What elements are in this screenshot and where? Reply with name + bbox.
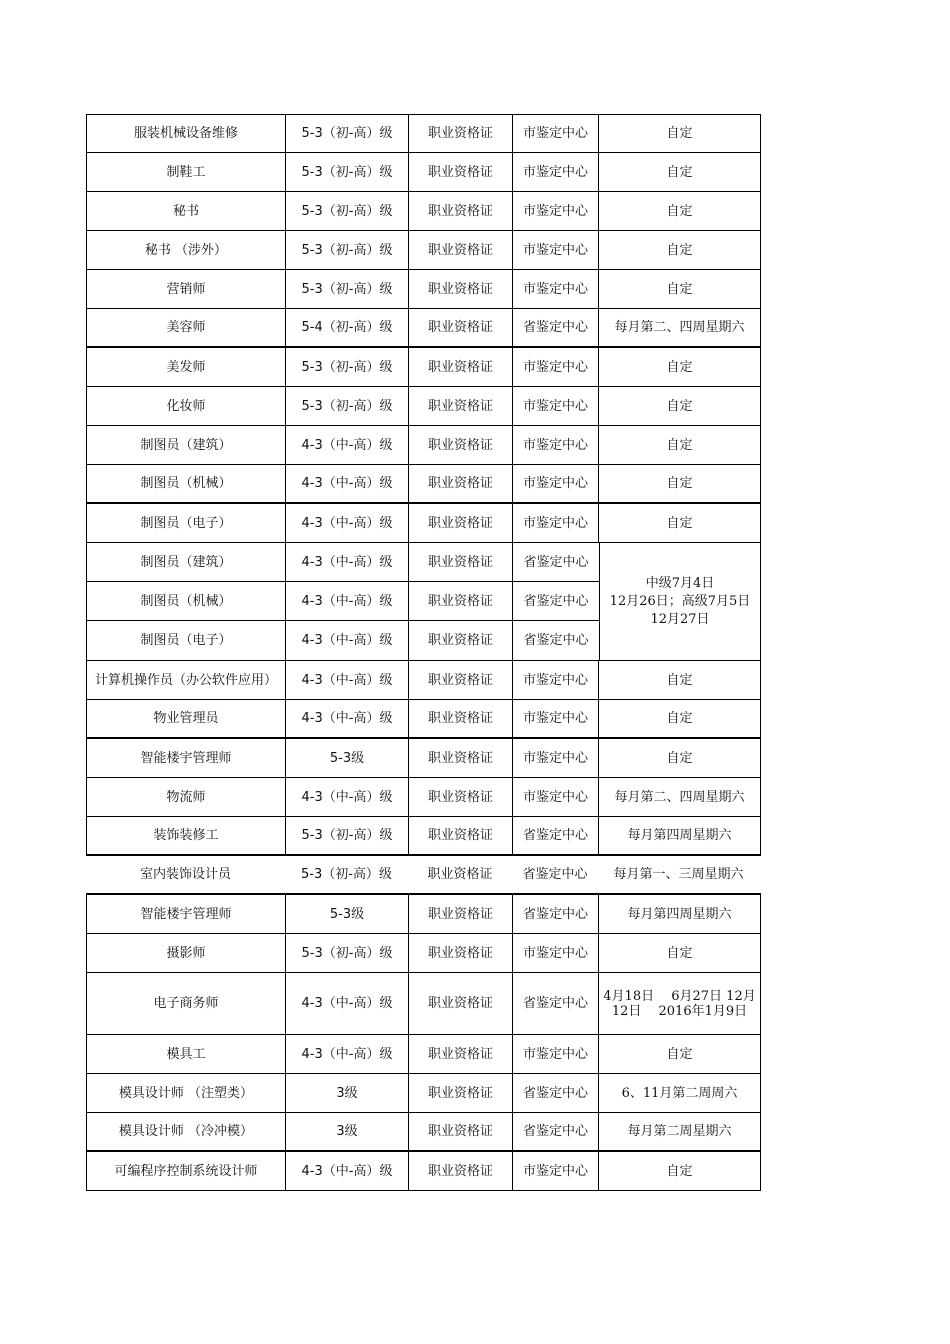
occupation-cell: 制图员（机械） — [87, 465, 286, 502]
level-cell: 5-3（初-高）级 — [286, 115, 409, 152]
table-row — [86, 1035, 761, 1074]
occupation-cell: 装饰装修工 — [87, 817, 286, 854]
cert-cell: 职业资格证 — [409, 231, 513, 269]
date-cell: 自定 — [666, 398, 693, 414]
center-cell: 市鉴定中心 — [513, 153, 599, 191]
occupation-cell: 制图员（电子） — [87, 504, 286, 542]
table-row — [86, 817, 761, 856]
level-cell: 4-3（中-高）级 — [286, 1152, 409, 1190]
table-row — [86, 1152, 761, 1191]
center-cell: 省鉴定中心 — [513, 1113, 599, 1150]
cert-cell: 职业资格证 — [427, 867, 493, 882]
table-row — [87, 621, 599, 660]
level-cell: 4-3（中-高）级 — [286, 504, 409, 542]
cert-cell: 职业资格证 — [409, 817, 513, 854]
table-row — [86, 270, 761, 309]
cert-cell: 职业资格证 — [409, 895, 513, 933]
table-row — [86, 114, 761, 153]
center-cell: 市鉴定中心 — [513, 426, 599, 464]
cert-cell: 职业资格证 — [409, 700, 513, 737]
level-cell: 4-3（中-高）级 — [286, 621, 409, 660]
level-cell: 3级 — [286, 1113, 409, 1150]
cert-cell: 职业资格证 — [409, 348, 513, 386]
level-cell: 4-3（中-高）级 — [286, 661, 409, 699]
date-cell: 自定 — [666, 515, 693, 531]
level-cell: 5-3（初-高）级 — [301, 867, 392, 882]
center-cell: 市鉴定中心 — [513, 504, 599, 542]
occupation-cell: 模具设计师 （注塑类） — [87, 1074, 286, 1112]
cert-cell: 职业资格证 — [409, 426, 513, 464]
date-cell: 自定 — [666, 1046, 693, 1062]
cert-cell: 职业资格证 — [409, 621, 513, 660]
center-cell: 省鉴定中心 — [523, 633, 589, 648]
cert-cell: 职业资格证 — [409, 739, 513, 777]
center-cell: 省鉴定中心 — [513, 1074, 599, 1112]
merged-date-line: 中级7月4日 — [645, 575, 715, 591]
center-cell: 市鉴定中心 — [513, 270, 599, 308]
cert-cell: 职业资格证 — [409, 1035, 513, 1073]
occupation-cell: 秘书 — [87, 192, 286, 230]
occupation-cell: 秘书 （涉外） — [87, 231, 286, 269]
level-cell: 5-4（初-高）级 — [286, 309, 409, 346]
table-row — [86, 504, 761, 543]
occupation-cell: 制图员（建筑） — [87, 543, 286, 581]
center-cell: 市鉴定中心 — [513, 739, 599, 777]
merged-date-cell — [599, 543, 760, 660]
cert-cell: 职业资格证 — [409, 115, 513, 152]
cert-cell: 职业资格证 — [409, 582, 513, 620]
occupation-cell: 智能楼宇管理师 — [87, 895, 286, 933]
occupation-cell: 摄影师 — [87, 934, 286, 972]
date-cell: 自定 — [666, 1163, 693, 1179]
table-row — [86, 700, 761, 739]
occupation-cell: 可编程序控制系统设计师 — [87, 1152, 286, 1190]
level-cell: 5-3（初-高）级 — [286, 192, 409, 230]
center-cell: 省鉴定中心 — [513, 895, 599, 933]
merged-date-block — [86, 543, 761, 661]
level-cell: 4-3（中-高）级 — [286, 700, 409, 737]
cert-cell: 职业资格证 — [409, 270, 513, 308]
center-cell: 市鉴定中心 — [513, 192, 599, 230]
merged-date-line: 12月26日；高级7月5日 — [609, 593, 751, 609]
level-cell: 4-3（中-高）级 — [286, 778, 409, 816]
center-cell: 市鉴定中心 — [513, 1152, 599, 1190]
center-cell: 市鉴定中心 — [513, 934, 599, 972]
cert-cell: 职业资格证 — [409, 778, 513, 816]
date-cell: 自定 — [666, 711, 693, 726]
date-cell: 每月第四周星期六 — [627, 828, 732, 843]
center-cell: 市鉴定中心 — [513, 231, 599, 269]
center-cell: 省鉴定中心 — [523, 593, 589, 609]
center-cell: 省鉴定中心 — [523, 554, 589, 570]
table-row — [86, 309, 761, 348]
center-cell: 市鉴定中心 — [513, 348, 599, 386]
date-cell: 自定 — [666, 281, 693, 297]
cert-cell: 职业资格证 — [409, 1113, 513, 1150]
center-cell: 省鉴定中心 — [513, 309, 599, 346]
level-cell: 5-3（初-高）级 — [286, 934, 409, 972]
center-cell: 市鉴定中心 — [513, 700, 599, 737]
cert-cell: 职业资格证 — [409, 465, 513, 502]
center-cell: 省鉴定中心 — [513, 817, 599, 854]
cert-cell: 职业资格证 — [409, 309, 513, 346]
level-cell: 5-3（初-高）级 — [286, 153, 409, 191]
occupation-cell: 模具设计师 （冷冲模） — [87, 1113, 286, 1150]
table-row — [86, 934, 761, 973]
level-cell: 4-3（中-高）级 — [286, 973, 409, 1034]
occupation-cell: 物业管理员 — [87, 700, 286, 737]
date-cell: 4月18日 6月27日 12月12日 2016年1月9日 — [603, 988, 756, 1019]
cert-cell: 职业资格证 — [409, 973, 513, 1034]
center-cell: 市鉴定中心 — [513, 778, 599, 816]
level-cell: 5-3级 — [286, 895, 409, 933]
date-cell: 自定 — [666, 672, 693, 688]
occupation-cell: 服装机械设备维修 — [87, 115, 286, 152]
level-cell: 4-3（中-高）级 — [286, 426, 409, 464]
table-row — [86, 778, 761, 817]
date-cell: 自定 — [666, 126, 693, 141]
level-cell: 5-3级 — [286, 739, 409, 777]
cert-cell: 职业资格证 — [409, 387, 513, 425]
level-cell: 5-3（初-高）级 — [286, 270, 409, 308]
cert-cell: 职业资格证 — [409, 504, 513, 542]
table-row — [86, 426, 761, 465]
date-cell: 每月第二周星期六 — [627, 1124, 732, 1139]
date-cell: 自定 — [666, 359, 693, 375]
table-row — [87, 582, 599, 621]
table-row — [86, 661, 761, 700]
table-row — [86, 465, 761, 504]
cert-cell: 职业资格证 — [409, 1074, 513, 1112]
level-cell: 4-3（中-高）级 — [286, 543, 409, 581]
occupation-cell: 电子商务师 — [87, 973, 286, 1034]
occupation-cell: 美发师 — [87, 348, 286, 386]
date-cell: 自定 — [666, 476, 693, 491]
date-cell: 每月第二、四周星期六 — [614, 789, 745, 805]
table-row — [86, 192, 761, 231]
level-cell: 4-3（中-高）级 — [286, 582, 409, 620]
occupation-cell: 制图员（建筑） — [87, 426, 286, 464]
merged-date-line: 12月27日 — [650, 611, 710, 627]
occupation-cell: 计算机操作员（办公软件应用） — [87, 661, 286, 699]
cert-cell: 职业资格证 — [409, 934, 513, 972]
center-cell: 市鉴定中心 — [513, 115, 599, 152]
occupation-cell: 模具工 — [87, 1035, 286, 1073]
cert-cell: 职业资格证 — [409, 153, 513, 191]
merged-block-rows — [87, 543, 599, 660]
cert-cell: 职业资格证 — [409, 543, 513, 581]
table-row — [86, 895, 761, 934]
center-cell: 市鉴定中心 — [513, 465, 599, 502]
level-cell: 5-3（初-高）级 — [286, 817, 409, 854]
date-cell: 自定 — [666, 203, 693, 219]
date-cell: 自定 — [666, 945, 693, 961]
table-row — [86, 387, 761, 426]
qualification-table — [86, 114, 761, 1191]
date-cell: 自定 — [666, 164, 693, 180]
occupation-cell: 营销师 — [87, 270, 286, 308]
occupation-cell: 智能楼宇管理师 — [87, 739, 286, 777]
table-row — [86, 231, 761, 270]
level-cell: 3级 — [286, 1074, 409, 1112]
date-cell: 自定 — [666, 242, 693, 258]
table-row — [86, 1074, 761, 1113]
center-cell: 市鉴定中心 — [513, 387, 599, 425]
date-cell: 自定 — [666, 750, 693, 766]
table-row — [86, 348, 761, 387]
level-cell: 4-3（中-高）级 — [286, 1035, 409, 1073]
occupation-cell: 制图员（机械） — [87, 582, 286, 620]
occupation-cell: 化妆师 — [87, 387, 286, 425]
cert-cell: 职业资格证 — [409, 1152, 513, 1190]
center-cell: 省鉴定中心 — [513, 973, 599, 1034]
table-row — [86, 973, 761, 1035]
date-cell: 自定 — [666, 437, 693, 453]
date-cell: 每月第一、三周星期六 — [613, 867, 744, 882]
occupation-cell: 美容师 — [87, 309, 286, 346]
table-row — [87, 543, 599, 582]
level-cell: 5-3（初-高）级 — [286, 348, 409, 386]
date-cell: 6、11月第二周周六 — [621, 1085, 738, 1101]
cert-cell: 职业资格证 — [409, 661, 513, 699]
level-cell: 5-3（初-高）级 — [286, 387, 409, 425]
center-cell: 市鉴定中心 — [513, 1035, 599, 1073]
table-row — [86, 1113, 761, 1152]
level-cell: 5-3（初-高）级 — [286, 231, 409, 269]
center-cell: 省鉴定中心 — [522, 867, 588, 882]
table-row — [86, 153, 761, 192]
cert-cell: 职业资格证 — [409, 192, 513, 230]
table-row — [86, 739, 761, 778]
occupation-cell: 物流师 — [87, 778, 286, 816]
table-row — [86, 856, 761, 895]
occupation-cell: 室内装饰设计员 — [139, 867, 231, 882]
occupation-cell: 制鞋工 — [87, 153, 286, 191]
occupation-cell: 制图员（电子） — [87, 621, 286, 660]
date-cell: 每月第四周星期六 — [627, 906, 732, 922]
center-cell: 市鉴定中心 — [513, 661, 599, 699]
level-cell: 4-3（中-高）级 — [286, 465, 409, 502]
date-cell: 每月第二、四周星期六 — [614, 320, 745, 335]
